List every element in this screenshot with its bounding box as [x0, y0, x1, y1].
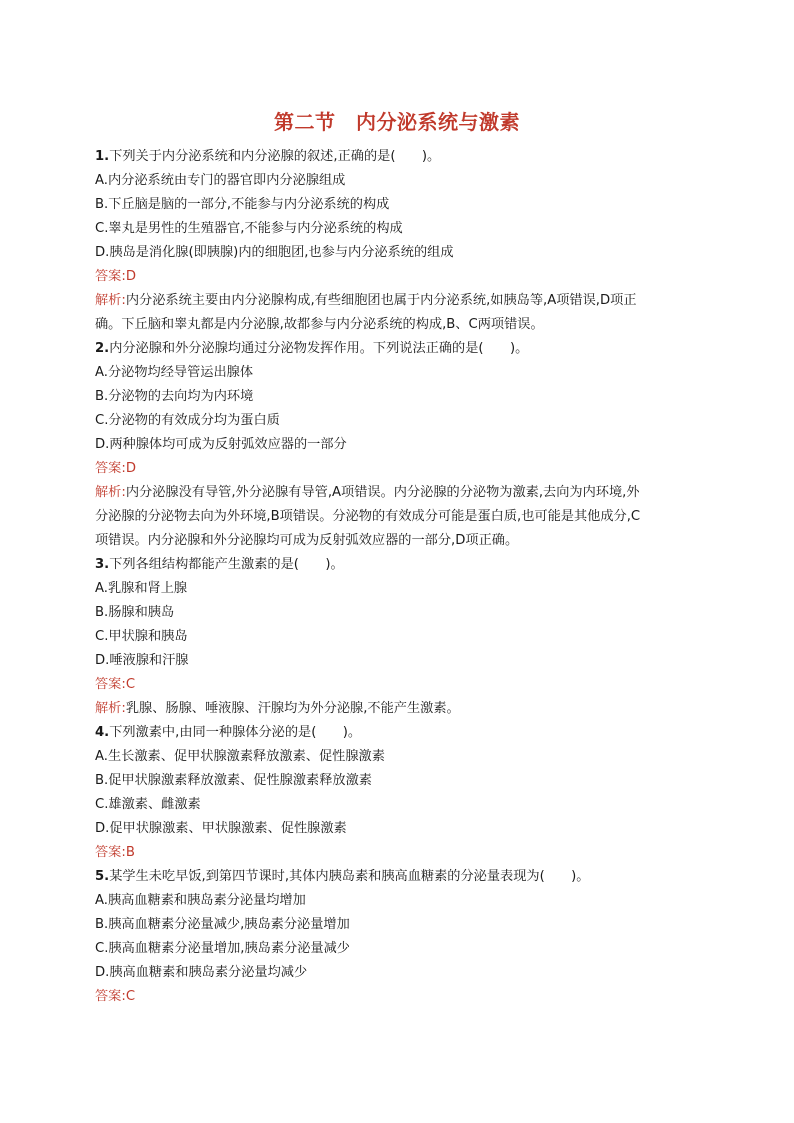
option: D.胰岛是消化腺(即胰腺)内的细胞团,也参与内分泌系统的组成: [95, 245, 454, 260]
question-text: 某学生未吃早饭,到第四节课时,其体内胰岛素和胰高血糖素的分泌量表现为( )。: [109, 869, 590, 884]
question-number: 2.: [95, 341, 110, 356]
option: B.胰高血糖素分泌量减少,胰岛素分泌量增加: [95, 917, 350, 932]
question-stem: [95, 865, 695, 889]
answer: 答案:D: [95, 269, 136, 284]
answer: 答案:B: [95, 845, 135, 860]
question-stem: [95, 553, 695, 577]
question-text: 下列各组结构都能产生激素的是( )。: [109, 557, 344, 572]
question-text: 下列激素中,由同一种腺体分泌的是( )。: [109, 725, 362, 740]
question-stem: [95, 721, 695, 745]
analysis-label: 解析:: [95, 701, 126, 716]
analysis-line: 解析:内分泌系统主要由内分泌腺构成,有些细胞团也属于内分泌系统,如胰岛等,A项错误,D项正: [95, 293, 637, 308]
option: C.雄激素、雌激素: [95, 797, 201, 812]
question-stem: [95, 145, 695, 169]
option: D.胰高血糖素和胰岛素分泌量均减少: [95, 965, 308, 980]
option: B.下丘脑是脑的一部分,不能参与内分泌系统的构成: [95, 197, 390, 212]
option: D.两种腺体均可成为反射弧效应器的一部分: [95, 437, 347, 452]
option: A.内分泌系统由专门的器官即内分泌腺组成: [95, 173, 346, 188]
analysis-line: 分泌腺的分泌物去向为外环境,B项错误。分泌物的有效成分可能是蛋白质,也可能是其他成分,C: [95, 509, 641, 524]
option: D.促甲状腺激素、甲状腺激素、促性腺激素: [95, 821, 347, 836]
analysis-line: 解析:内分泌腺没有导管,外分泌腺有导管,A项错误。内分泌腺的分泌物为激素,去向为内环境,外: [95, 485, 640, 500]
option: B.肠腺和胰岛: [95, 605, 175, 620]
answer: 答案:D: [95, 461, 136, 476]
option: C.胰高血糖素分泌量增加,胰岛素分泌量减少: [95, 941, 350, 956]
answer: 答案:C: [95, 989, 136, 1004]
option: D.唾液腺和汗腺: [95, 653, 189, 668]
option: A.乳腺和肾上腺: [95, 581, 188, 596]
option: C.甲状腺和胰岛: [95, 629, 188, 644]
question-stem: [95, 337, 695, 361]
analysis-line: 确。下丘脑和睾丸都是内分泌腺,故都参与内分泌系统的构成,B、C两项错误。: [95, 317, 544, 332]
analysis-line: 项错误。内分泌腺和外分泌腺均可成为反射弧效应器的一部分,D项正确。: [95, 533, 519, 548]
question-number: 3.: [95, 557, 110, 572]
question-text: 内分泌腺和外分泌腺均通过分泌物发挥作用。下列说法正确的是( )。: [109, 341, 529, 356]
option: C.分泌物的有效成分均为蛋白质: [95, 413, 280, 428]
question-list: [95, 145, 695, 1009]
option: A.生长激素、促甲状腺激素释放激素、促性腺激素: [95, 749, 385, 764]
option: A.胰高血糖素和胰岛素分泌量均增加: [95, 893, 306, 908]
analysis-label: 解析:: [95, 485, 126, 500]
question-number: 4.: [95, 725, 110, 740]
analysis-label: 解析:: [95, 293, 126, 308]
question-text: 下列关于内分泌系统和内分泌腺的叙述,正确的是( )。: [109, 149, 441, 164]
question-number: 1.: [95, 149, 110, 164]
option: B.分泌物的去向均为内环境: [95, 389, 254, 404]
answer: 答案:C: [95, 677, 136, 692]
option: C.睾丸是男性的生殖器官,不能参与内分泌系统的构成: [95, 221, 403, 236]
option: A.分泌物均经导管运出腺体: [95, 365, 254, 380]
analysis-line: 解析:乳腺、肠腺、唾液腺、汗腺均为外分泌腺,不能产生激素。: [95, 701, 460, 716]
option: B.促甲状腺激素释放激素、促性腺激素释放激素: [95, 773, 372, 788]
page-title: 第二节 内分泌系统与激素: [274, 110, 520, 134]
question-number: 5.: [95, 869, 110, 884]
